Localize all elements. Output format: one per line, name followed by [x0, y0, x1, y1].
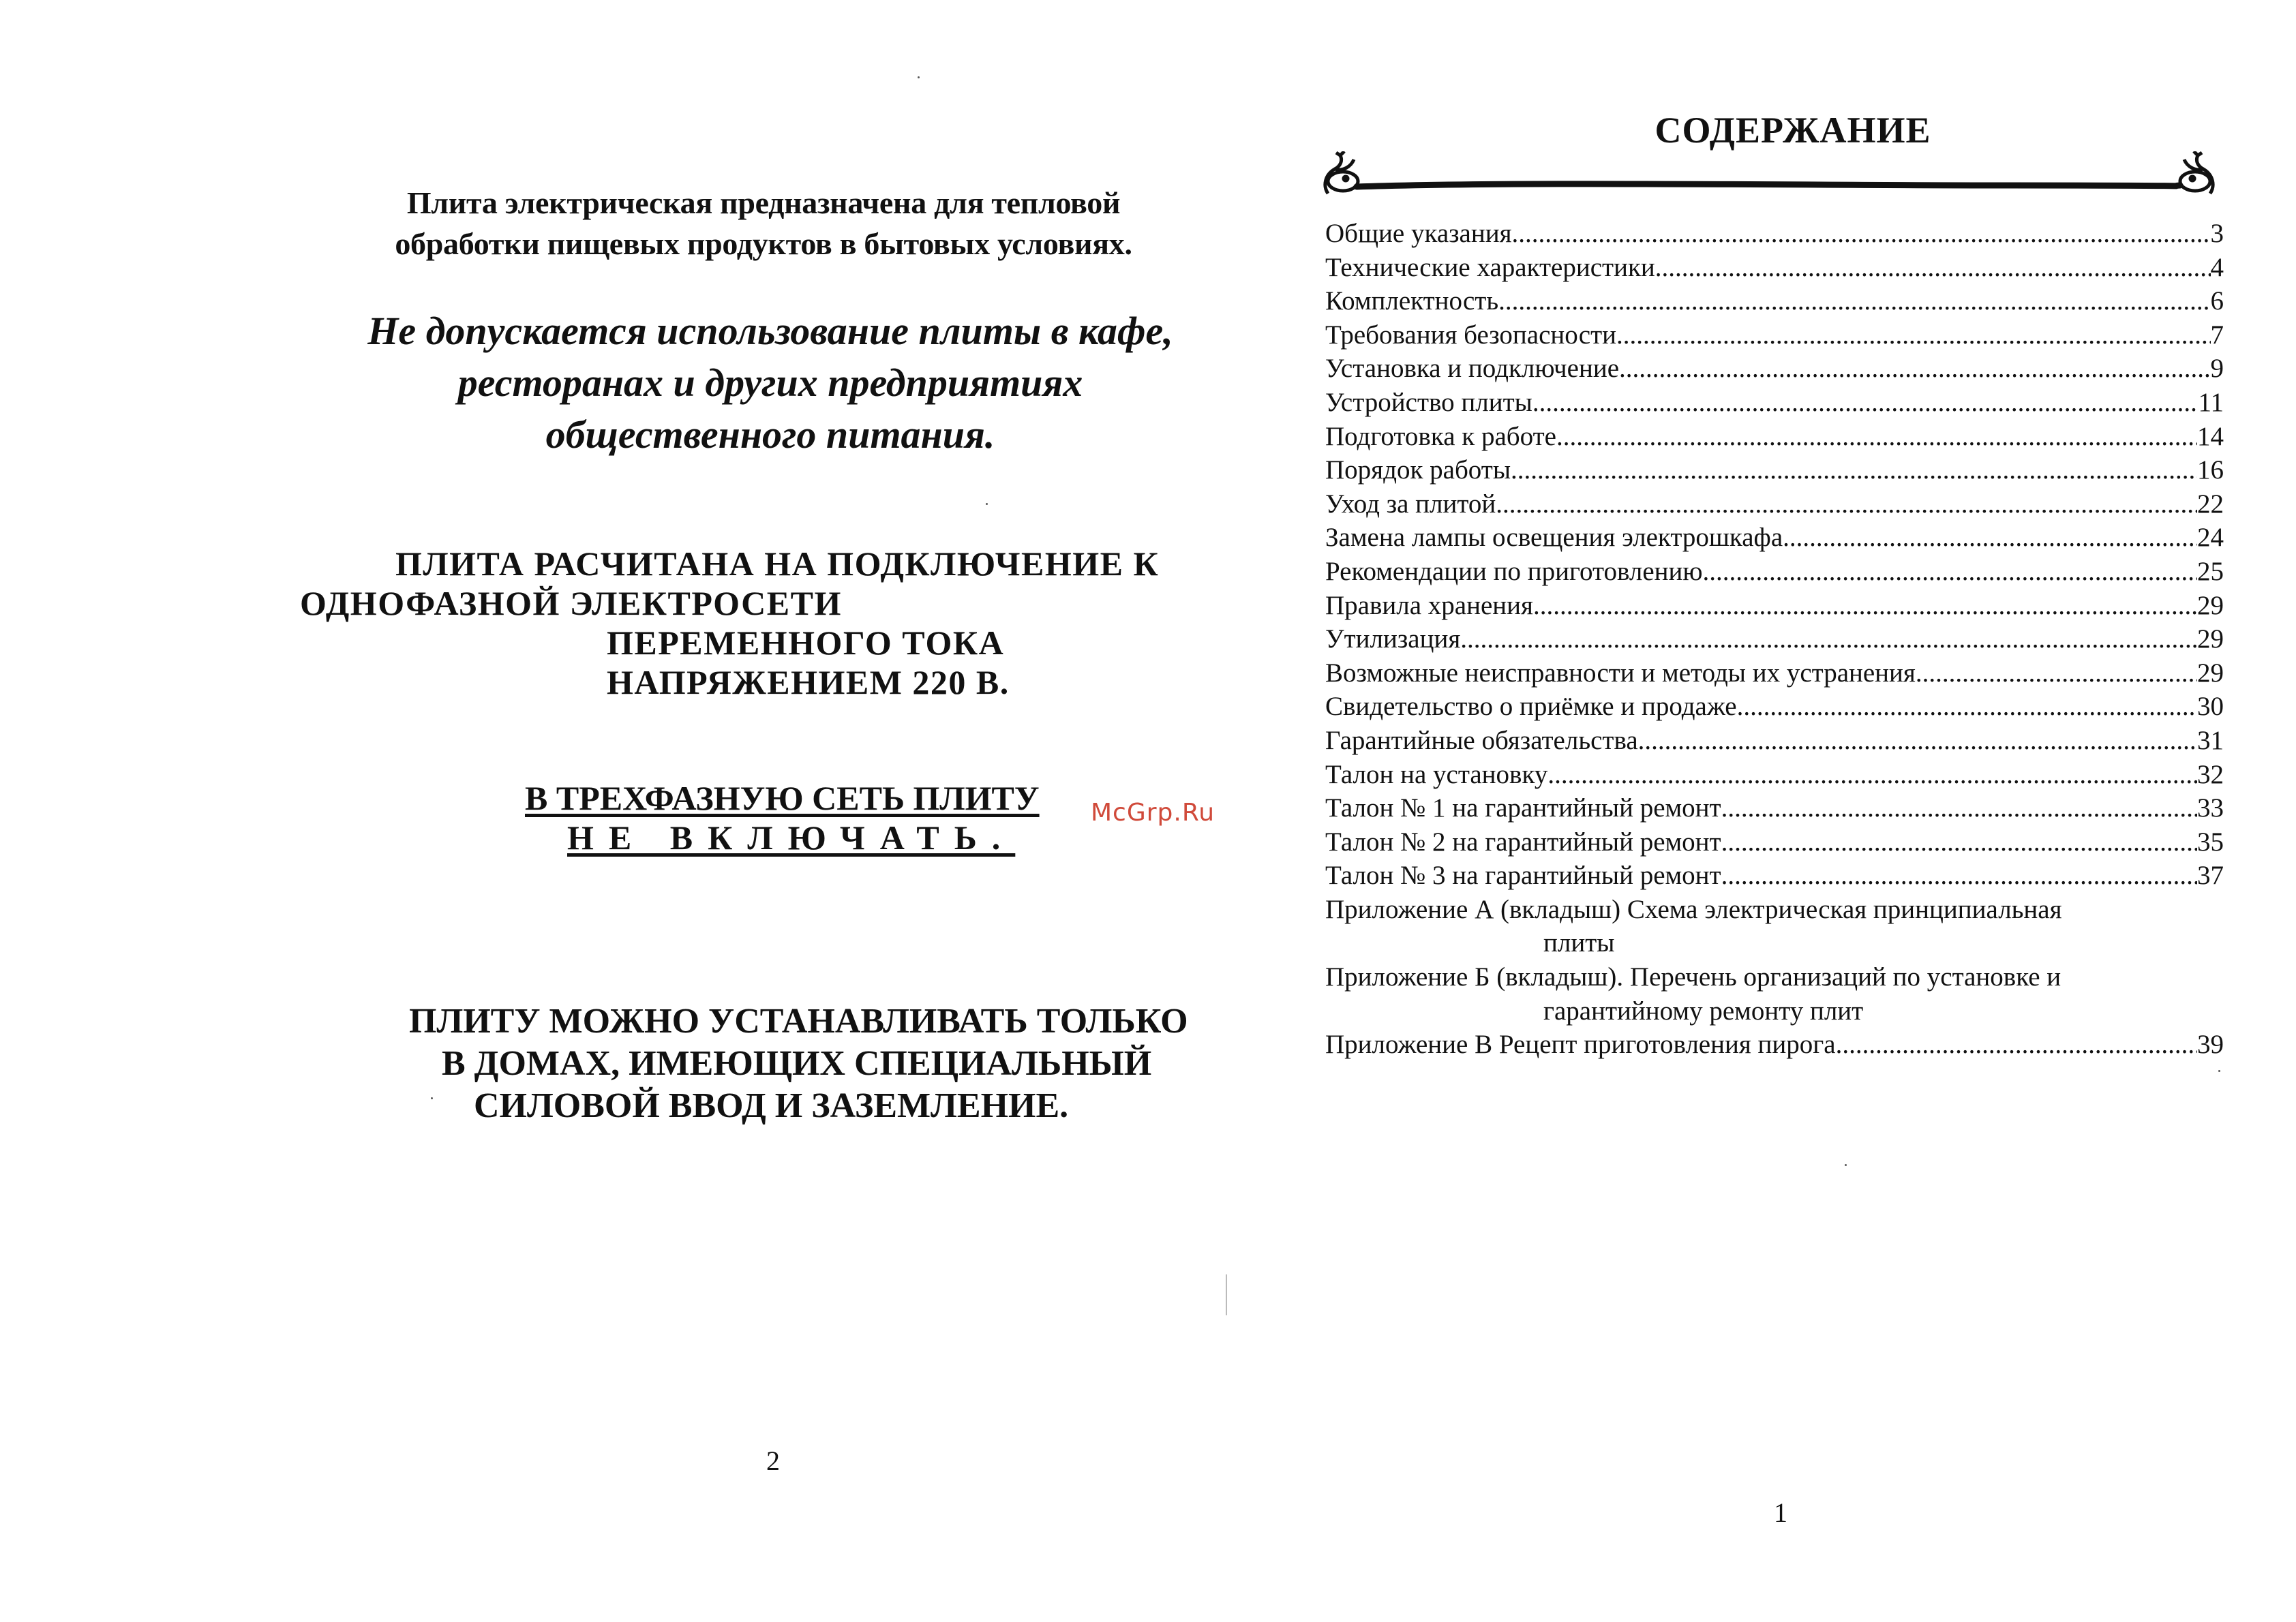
toc-leader [1498, 284, 2210, 318]
scan-speck [431, 1097, 433, 1099]
three-phase-warning [525, 778, 1040, 857]
toc-entry-page: 35 [2197, 827, 2224, 857]
toc-entry-page: 32 [2197, 759, 2224, 789]
install-notice [409, 1000, 1295, 1127]
toc-entry [1325, 217, 2224, 251]
toc-entry [1325, 791, 2224, 825]
toc-entry [1325, 453, 2224, 487]
left-ornament-icon [1325, 151, 1358, 194]
toc-entry [1325, 487, 2224, 521]
toc-leader [1533, 589, 2197, 623]
intro-line: Плита электрическая предназначена для тепловой [406, 185, 1121, 220]
toc-entry-label: Общие указания [1325, 219, 1512, 248]
toc-entry-page: 25 [2197, 556, 2224, 586]
scan-speck [918, 76, 920, 78]
page-number-right: 1 [1774, 1497, 1787, 1528]
connection-line: НАПРЯЖЕНИЕМ 220 В. [607, 663, 1010, 701]
three-phase-line: В ТРЕХФАЗНУЮ СЕТЬ ПЛИТУ [525, 779, 1040, 817]
toc-entry-page: 9 [2210, 354, 2224, 384]
toc-entry [1325, 656, 2224, 690]
toc-entry-label: Комплектность [1325, 286, 1499, 316]
page-number-left: 2 [766, 1445, 780, 1476]
toc-appendix-v [1325, 1028, 2224, 1062]
intro-text [286, 183, 1241, 264]
toc-entry-page: 22 [2197, 489, 2224, 519]
toc-entry [1325, 589, 2224, 623]
appendix-a-line1: Приложение А (вкладыш) Схема электрическая принципиальная [1325, 894, 2062, 924]
right-ornament-icon [2180, 151, 2213, 194]
toc-entry-page: 4 [2210, 252, 2224, 282]
toc-leader [1721, 859, 2197, 893]
toc-entry-label: Возможные неисправности и методы их устранения [1325, 658, 1916, 688]
toc-entry-label: Талон на установку [1325, 759, 1548, 789]
toc-entry-label: Установка и подключение [1325, 354, 1620, 384]
toc-leader [1721, 791, 2197, 825]
intro-line: обработки пищевых продуктов в бытовых условиях. [395, 226, 1132, 261]
toc-entry-page: 6 [2210, 286, 2224, 316]
install-line: В ДОМАХ, ИМЕЮЩИХ СПЕЦИАЛЬНЫЙ [442, 1044, 1152, 1083]
appendix-a-line2: плиты [1543, 928, 1615, 958]
toc-entry [1325, 251, 2224, 285]
toc-entry-label: Порядок работы [1325, 455, 1511, 485]
toc-entry [1325, 420, 2224, 454]
appendix-b-line1: Приложение Б (вкладыш). Перечень организаций по установке и [1325, 962, 2061, 992]
warning-line: Не допускается использование плиты в кафе, [367, 309, 1173, 353]
toc-leader [1836, 1028, 2197, 1062]
toc-entry-label: Замена лампы освещения электрошкафа [1325, 523, 1783, 553]
toc-entry-label: Уход за плитой [1325, 489, 1496, 519]
toc-leader [1496, 487, 2197, 521]
toc-entry-page: 37 [2197, 861, 2224, 891]
toc-entry-label: Талон № 3 на гарантийный ремонт [1325, 861, 1721, 891]
toc-entry-label: Свидетельство о приёмке и продаже [1325, 692, 1737, 722]
scan-speck [986, 503, 988, 505]
table-of-contents [1325, 217, 2224, 1062]
toc-entry-label: Технические характеристики [1325, 252, 1655, 282]
toc-leader [1532, 386, 2199, 420]
toc-leader [1721, 825, 2197, 859]
toc-entry-page: 30 [2197, 692, 2224, 722]
toc-entry-page: 33 [2197, 793, 2224, 823]
toc-entry [1325, 859, 2224, 893]
toc-entry-label: Талон № 1 на гарантийный ремонт [1325, 793, 1721, 823]
warning-line: ресторанах и других предприятиях [457, 361, 1083, 405]
toc-leader [1916, 656, 2197, 690]
scan-speck [2218, 1070, 2220, 1072]
toc-entry-label: Рекомендации по приготовлению [1325, 556, 1703, 586]
toc-entry [1325, 352, 2224, 386]
toc-entry [1325, 724, 2224, 758]
toc-entry [1325, 690, 2224, 724]
toc-entry [1325, 622, 2224, 656]
toc-entry-page: 24 [2197, 523, 2224, 553]
toc-entry-page: 7 [2210, 320, 2224, 350]
toc-entry-label: Правила хранения [1325, 590, 1533, 620]
install-line: СИЛОВОЙ ВВОД И ЗАЗЕМЛЕНИЕ. [474, 1086, 1069, 1125]
divider-rule [1357, 184, 2180, 187]
toc-leader [1783, 521, 2197, 555]
toc-entry [1325, 825, 2224, 859]
toc-leader [1556, 420, 2197, 454]
toc-leader [1460, 622, 2197, 656]
appendix-b-line2: гарантийному ремонту плит [1543, 996, 1864, 1026]
toc-leader [1512, 217, 2211, 251]
toc-entry-page: 39 [2197, 1030, 2224, 1060]
toc-entry-page: 31 [2197, 725, 2224, 755]
watermark: McGrp.Ru [1091, 799, 1215, 827]
toc-leader [1511, 453, 2197, 487]
toc-entry [1325, 555, 2224, 589]
toc-leader [1737, 690, 2197, 724]
toc-entry-label: Гарантийные обязательства [1325, 725, 1638, 755]
connection-line: ОДНОФАЗНОЙ ЭЛЕКТРОСЕТИ [300, 584, 842, 622]
toc-entry-page: 29 [2197, 658, 2224, 688]
toc-entry-page: 3 [2210, 219, 2224, 248]
ornamental-divider [1316, 151, 2222, 213]
usage-warning [293, 305, 1248, 461]
toc-appendix-b [1325, 960, 2224, 1028]
toc-leader [1547, 758, 2197, 792]
toc-entry-label: Утилизация [1325, 624, 1461, 654]
toc-appendix-a [1325, 893, 2224, 960]
toc-entry-page: 14 [2197, 421, 2224, 451]
toc-title: СОДЕРЖАНИЕ [1655, 110, 1931, 151]
connection-line: ПЕРЕМЕННОГО ТОКА [607, 624, 1005, 662]
toc-entry-page: 29 [2197, 590, 2224, 620]
toc-entry [1325, 284, 2224, 318]
connection-line: ПЛИТА РАСЧИТАНА НА ПОДКЛЮЧЕНИЕ К [395, 545, 1160, 583]
scan-speck [1845, 1164, 1847, 1166]
toc-leader [1703, 555, 2197, 589]
toc-leader [1619, 352, 2210, 386]
toc-entry-label: Требования безопасности [1325, 320, 1616, 350]
toc-leader [1616, 318, 2211, 352]
toc-entry-label: Приложение В Рецепт приготовления пирога [1325, 1030, 1836, 1060]
connection-notice [300, 544, 1213, 702]
scan-speck [1226, 1274, 1227, 1315]
toc-entry-page: 16 [2197, 455, 2224, 485]
toc-leader [1655, 251, 2211, 285]
toc-entry [1325, 386, 2224, 420]
toc-entry-label: Устройство плиты [1325, 387, 1532, 417]
warning-line: общественного питания. [545, 412, 995, 457]
toc-entry-page: 11 [2198, 387, 2224, 417]
toc-entry-page: 29 [2197, 624, 2224, 654]
toc-leader [1638, 724, 2197, 758]
toc-entry [1325, 758, 2224, 792]
do-not-connect-line: НЕ ВКЛЮЧАТЬ. [567, 818, 1016, 857]
install-line: ПЛИТУ МОЖНО УСТАНАВЛИВАТЬ ТОЛЬКО [409, 1002, 1188, 1041]
toc-entry [1325, 318, 2224, 352]
toc-entry-label: Талон № 2 на гарантийный ремонт [1325, 827, 1721, 857]
toc-entry-label: Подготовка к работе [1325, 421, 1556, 451]
toc-entry [1325, 521, 2224, 555]
